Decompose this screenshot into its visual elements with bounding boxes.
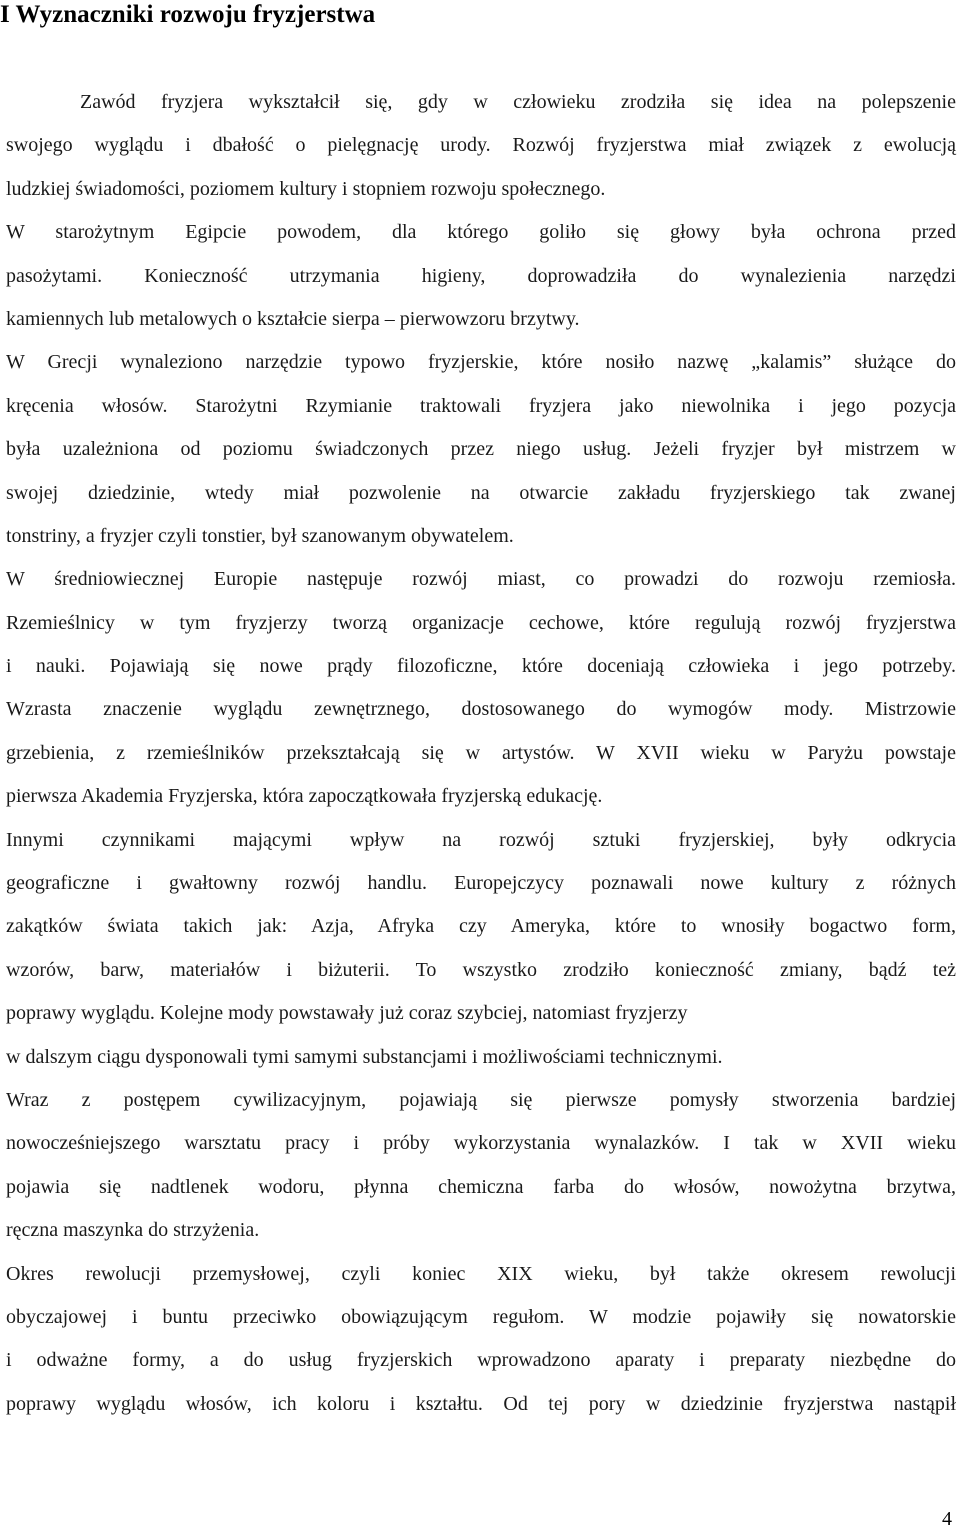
text-line: W średniowiecznej Europie następuje rozwój miast, co prowadzi do rozwoju rzemiosła. — [6, 568, 956, 591]
text-line: pojawia się nadtlenek wodoru, płynna chemiczna farba do włosów, nowożytna brzytwa, — [6, 1175, 956, 1198]
text-line: Wraz z postępem cywilizacyjnym, pojawiają się pierwsze pomysły stworzenia bardziej — [6, 1088, 956, 1111]
text-line: Innymi czynnikami mającymi wpływ na rozwój sztuki fryzjerskiej, były odkrycia — [6, 828, 956, 851]
text-line: obyczajowej i buntu przeciwko obowiązującym regułom. W modzie pojawiły się nowatorskie — [6, 1305, 956, 1328]
text-line: Okres rewolucji przemysłowej, czyli koniec XIX wieku, był także okresem rewolucji — [6, 1262, 956, 1285]
text-line: poprawy wyglądu. Kolejne mody powstawały już coraz szybciej, natomiast fryzjerzy — [6, 1002, 688, 1025]
text-line: kamiennych lub metalowych o kształcie sierpa – pierwowzoru brzytwy. — [6, 307, 580, 330]
text-line: w dalszym ciągu dysponowali tymi samymi substancjami i możliwościami technicznymi. — [6, 1045, 723, 1068]
text-line: Rzemieślnicy w tym fryzjerzy tworzą organizacje cechowe, które regulują rozwój fryzjerstwa — [6, 611, 956, 634]
text-line: Zawód fryzjera wykształcił się, gdy w człowieku zrodziła się idea na polepszenie — [80, 91, 956, 113]
text-line: grzebienia, z rzemieślników przekształcają się w artystów. W XVII wieku w Paryżu powstaje — [6, 741, 956, 764]
text-line: i odważne formy, a do usług fryzjerskich wprowadzono aparaty i preparaty niezbędne do — [6, 1349, 956, 1372]
text-line: Wzrasta znaczenie wyglądu zewnętrznego, dostosowanego do wymogów mody. Mistrzowie — [6, 698, 956, 721]
text-line: geograficzne i gwałtowny rozwój handlu. Europejczycy poznawali nowe kultury z różnych — [6, 872, 956, 895]
text-line: wzorów, barw, materiałów i biżuterii. To wszystko zrodziło konieczność zmiany, bądź też — [6, 958, 956, 981]
text-line: W Grecji wynaleziono narzędzie typowo fryzjerskie, które nosiło nazwę „kalamis” służące do — [6, 351, 956, 374]
page-number: 4 — [942, 1508, 952, 1530]
text-line: tonstriny, a fryzjer czyli tonstier, był szanowanym obywatelem. — [6, 524, 514, 547]
text-line: była uzależniona od poziomu świadczonych przez niego usług. Jeżeli fryzjer był mistrzem w — [6, 438, 956, 461]
text-line: pierwsza Akademia Fryzjerska, która zapoczątkowała fryzjerską edukację. — [6, 785, 603, 808]
text-line: kręcenia włosów. Starożytni Rzymianie traktowali fryzjera jako niewolnika i jego pozycja — [6, 394, 956, 417]
text-line: swojej dziedzinie, wtedy miał pozwolenie na otwarcie zakładu fryzjerskiego tak zwanej — [6, 481, 956, 504]
text-line: i nauki. Pojawiają się nowe prądy filozoficzne, które doceniają człowieka i jego potrzeby. — [6, 655, 956, 678]
text-line: zakątków świata takich jak: Azja, Afryka czy Ameryka, które to wnosiły bogactwo form, — [6, 915, 956, 938]
text-line: swojego wyglądu i dbałość o pielęgnację urody. Rozwój fryzjerstwa miał związek z ewolucją — [6, 134, 956, 157]
text-line: poprawy wyglądu włosów, ich koloru i kształtu. Od tej pory w dziedzinie fryzjerstwa nastąpił — [6, 1392, 956, 1415]
page-title: I Wyznaczniki rozwoju fryzjerstwa — [0, 1, 376, 28]
text-line: ludzkiej świadomości, poziomem kultury i stopniem rozwoju społecznego. — [6, 177, 606, 200]
text-line: W starożytnym Egipcie powodem, dla którego goliło się głowy była ochrona przed — [6, 221, 956, 244]
text-line: ręczna maszynka do strzyżenia. — [6, 1219, 260, 1242]
text-line: pasożytami. Konieczność utrzymania higieny, doprowadziła do wynalezienia narzędzi — [6, 264, 956, 287]
document-body — [6, 81, 956, 1426]
text-line: nowocześniejszego warsztatu pracy i próby wykorzystania wynalazków. I tak w XVII wieku — [6, 1132, 956, 1155]
